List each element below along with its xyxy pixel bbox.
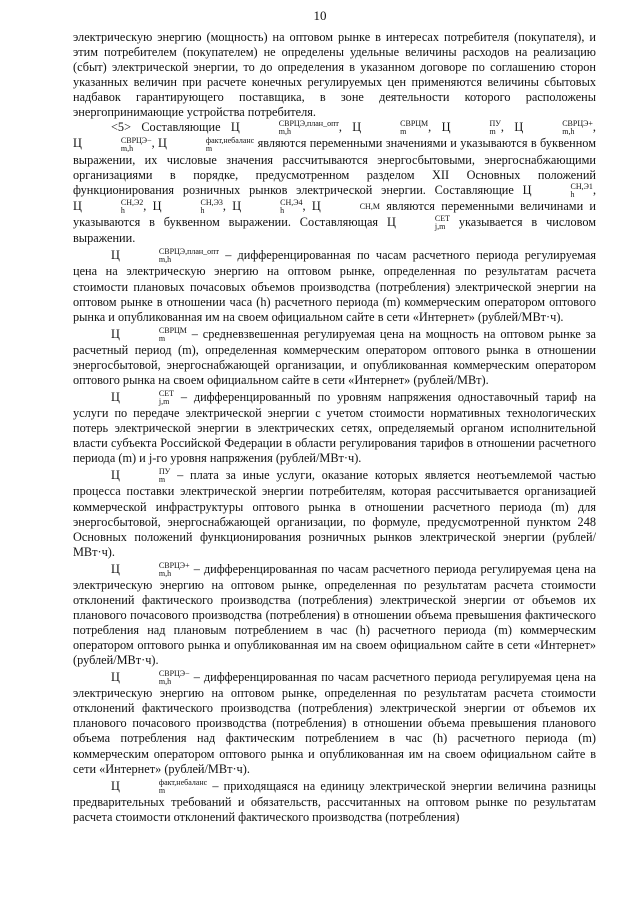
definition-text: – дифференцированная по часам расчетного периода регулируемая цена на электрическую энергию на оптовом рынке, определенная по результатам расчета стоимости отклонений фактического производства (потребления) электрической энергии от объемов их планового почасового производства (потребления) в отношении объема превышения фактического потребления над плановым потреблением в час (h) расчетного периода (m) коммерческим оператором оптового рынка и опубликованная им на своем официальном сайте в сети «Интернет» (рублей/МВт·ч).: [73, 561, 597, 668]
symbol-pu: Ц ПУ m: [441, 119, 501, 137]
definition-text: – средневзвешенная регулируемая цена на мощность на оптовом рынке за расчетный период (m), определенная коммерческим оператором оптового рынка в отношении энергосбытовой, энергоснабжающей организации, и опубликованная коммерческим оператором оптового рынка на своем официальном сайте в сети «Интернет» (рублей/МВт).: [73, 326, 596, 387]
definition-pu: [73, 468, 596, 559]
definition-svrce-plan: [73, 248, 596, 324]
page-number: 10: [313, 8, 327, 23]
definition-text: – дифференцированная по часам расчетного периода регулируемая цена на электрическую энергию на оптовом рынке, определенная по результатам расчета стоимости плановых почасовых объемов производства (потребления) электрической энергии на оптовом рынке в отношении часа (h) расчетного периода (m) коммерческим оператором оптового рынка и опубликованная им на своем официальном сайте в сети «Интернет» (рублей/МВт·ч).: [73, 248, 596, 324]
symbol-svrce-plus: Ц СВРЦЭ+ m,h: [514, 119, 593, 137]
definition-symbol: Ц СЕТ j,m: [111, 389, 174, 407]
definition-symbol: Ц ПУ m: [111, 467, 171, 485]
symbol-set: Ц СЕТ j,m: [386, 214, 450, 232]
definition-svrcm: [73, 327, 596, 388]
symbol-sn-e4: Ц СН,Э4 h: [232, 198, 303, 216]
definition-text: – плата за иные услуги, оказание которых является неотъемлемой частью процесса поставки электрической энергии потребителям, которая рассчитывается организацией коммерческой инфраструктуры оптового рынка в отношении расчетного периода (m) для энергосбытовой, энергоснабжающей организации, по формуле, предусмотренной пунктом 248 Основных положений функционирования розничных рынков электрической энергии (рублей/МВт·ч).: [73, 468, 596, 559]
symbol-sn-e3: Ц СН,Э3 h: [152, 198, 223, 216]
definition-fakt-nebalans: [73, 779, 596, 825]
symbol-sn-e2: Ц СН,Э2 h: [73, 198, 144, 216]
symbol-sn-e1: Ц СН,Э1 h: [522, 181, 593, 199]
definition-symbol: Ц СВРЦЭ+ m,h: [111, 560, 190, 578]
note-5-text-3: указывается в числовом выражении.: [73, 215, 597, 246]
symbol-fakt-nebalans: Ц факт,небаланс m: [158, 135, 255, 153]
definition-text: – дифференцированная по часам расчетного периода регулируемая цена на электрическую энергию на оптовом рынке, определенная по результатам расчета стоимости отклонений фактического производства (потребления) электрической энергии от объемов их планового почасового производства (потребления) в отношении объема превышения планового объема потребления над фактическим потреблением в час (h) расчетного периода (m) коммерческим оператором оптового рынка и опубликованная им на своем официальном сайте в сети «Интернет» (рублей/МВт·ч).: [73, 670, 597, 776]
definition-symbol: Ц СВРЦМ m: [111, 325, 187, 343]
note-5-text-2: являются переменными величинами и указываются в буквенном выражении. Составляющая: [73, 198, 596, 230]
intro-paragraph: электрическую энергию (мощность) на оптовом рынке в интересах потребителя (покупателя), и этим потребителем (покупателем) не определены удельные величины расходов на реализацию (сбыт) электрической энергии, то до определения в указанном договоре по соглашению сторон указанных величин при расчете конечных регулируемых цен применяются величины сбытовых надбавок гарантирующего поставщика, в зоне деятельности которого расположены энергопринимающие устройства потребителя.: [73, 30, 596, 120]
definition-svrce-plus: [73, 562, 596, 668]
note-5-prefix: <5> Составляющие: [111, 120, 221, 135]
note-5-text-1: являются переменными значениями и указываются в буквенном выражении, их числовые значения рассчитываются энергосбытовыми, энергоснабжающими организациями в порядке, предусмотренном разделом XII Основных положений функционирования розничных рынков электрической энергии. Составляющие: [73, 136, 596, 197]
definition-text: – дифференцированный по уровням напряжения одноставочный тариф на услуги по передаче электрической энергии с учетом стоимости нормативных технологических потерь электрической энергии в электрических сетях, определяемый органом исполнительной власти субъекта Российской Федерации в области регулирования тарифов в отношении расчетного периода (m) и j-го уровня напряжения (рублей/МВт·ч).: [73, 389, 597, 466]
document-body: [73, 30, 596, 825]
symbol-svrcm: Ц СВРЦМ m: [352, 119, 429, 137]
definition-text: – приходящаяся на единицу электрической энергии величина разницы предварительных требований и обязательств, рассчитанных на оптовом рынке по результатам расчета стоимости отклонений фактического производства (потребления): [73, 778, 596, 824]
definition-set: [73, 390, 596, 466]
definition-symbol: Ц СВРЦЭ,план_опт m,h: [111, 247, 219, 265]
symbol-sn-m: Ц СН,М: [311, 198, 380, 213]
definition-symbol: Ц факт,небаланс m: [111, 777, 208, 795]
definition-svrce-minus: [73, 670, 596, 776]
symbol-svrce-plan: Ц СВРЦЭ,план_опт m,h: [230, 119, 339, 137]
symbol-svrce-minus: Ц СВРЦЭ− m,h: [73, 135, 152, 153]
note-5-paragraph: <5> Составляющие Ц СВРЦЭ,план_опт m,h , Ц СВРЦМ m , Ц ПУ m , Ц СВРЦЭ+ m,h , Ц СВРЦЭ− m,h , Ц факт,небаланс m являются переменными значениями и указываются в буквенном выражении, их числовые значения рассчитываются энергосбытовыми, энергоснабжающими организациями в порядке, предусмотренном разделом XII Основных положений функционирования розничных рынков электрической энергии. Составляющие Ц СН,Э1 h , Ц СН,Э2 h , Ц СН,Э3 h , Ц СН,Э4 h , Ц СН,М являются переменными величинами и указываются в буквенном выражении. Составляющая Ц СЕТ j,m указывается в числовом выражении.: [73, 119, 597, 246]
definition-symbol: Ц СВРЦЭ− m,h: [111, 669, 190, 687]
